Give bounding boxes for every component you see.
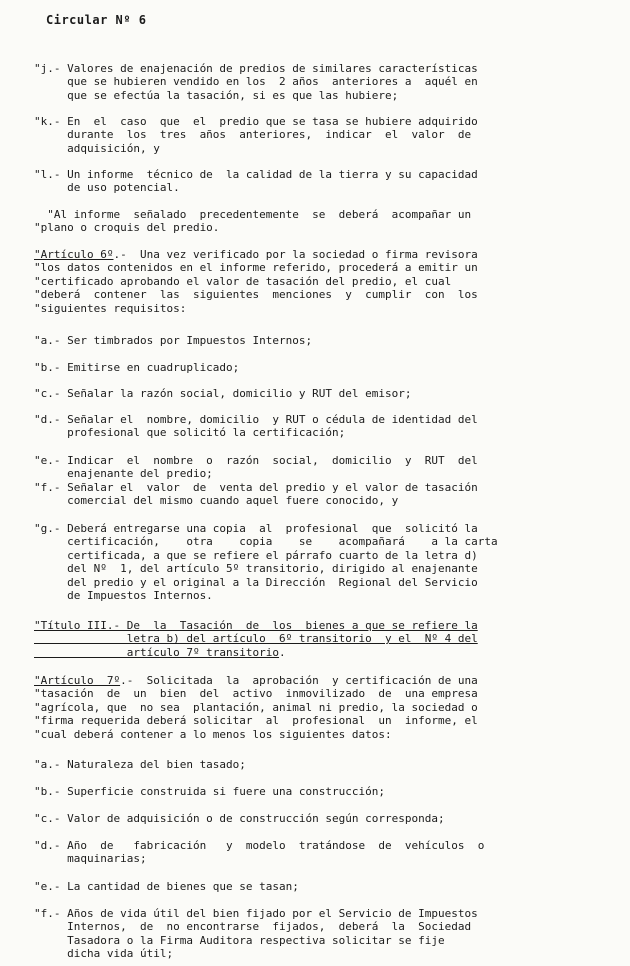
paragraph-e2 — [34, 880, 299, 893]
paragraph-j — [34, 62, 478, 102]
paragraph-art7 — [34, 674, 478, 741]
paragraph-text: .- Una vez verificado por la sociedad o firma revisora "los datos contenidos en el informe referido, procederá a emitir un "certificado aprobando el valor de tasación del predio, el cual "deberá contener las siguientes menciones y cumplir con los "siguientes requisitos: — [34, 248, 478, 315]
paragraph-g1 — [34, 522, 498, 602]
heading-art7: "Artículo 7º — [34, 674, 121, 687]
paragraph-text: "l.- Un informe técnico de la calidad de la tierra y su capacidad de uso potencial. — [34, 168, 478, 195]
paragraph-text: "c.- Señalar la razón social, domicilio y RUT del emisor; — [34, 387, 412, 400]
paragraph-c2 — [34, 812, 445, 825]
paragraph-f2 — [34, 907, 478, 961]
paragraph-text: "b.- Emitirse en cuadruplicado; — [34, 361, 240, 374]
paragraph-text: "f.- Años de vida útil del bien fijado por el Servicio de Impuestos Internos, de no encontrarse fijados, deberá la Sociedad Tasadora o la Firma Auditora respectiva solicitar se fije dicha vida útil; — [34, 907, 478, 961]
paragraph-b2 — [34, 785, 385, 798]
paragraph-text: "g.- Deberá entregarse una copia al profesional que solicitó la certificación, otra copia se acompañará a la carta certificada, a que se refiere el párrafo cuarto de la letra d) del Nº 1, del artículo 5º transitorio, dirigido al enajenante del predio y el original a la Dirección Regional del Servicio de Impuestos Internos. — [34, 522, 498, 603]
paragraph-d2 — [34, 839, 484, 866]
paragraph-text: "j.- Valores de enajenación de predios de similares características que se hubieren vendido en los 2 años anteriores a aquél en que se efectúa la tasación, si es que las hubiere; — [34, 62, 478, 102]
paragraph-text: "b.- Superficie construida si fuere una construcción; — [34, 785, 385, 798]
paragraph-text: "c.- Valor de adquisición o de construcción según corresponda; — [34, 812, 445, 825]
paragraph-l — [34, 168, 478, 195]
paragraph-text: "f.- Señalar el valor de venta del predio y el valor de tasación comercial del mismo cuando aquel fuere conocido, y — [34, 481, 478, 508]
paragraph-b1 — [34, 361, 239, 374]
paragraph-text: .- Solicitada la aprobación y certificación de una "tasación de un bien del activo inmovilizado de una empresa "agrícola, que no sea plantación, animal ni predio, la sociedad o "firma requerida deberá solicitar al profesional un informe, el "cual deberá contener a lo menos los siguientes datos: — [34, 674, 478, 741]
heading-art6: "Artículo 6º — [34, 248, 114, 261]
paragraph-text: . — [279, 645, 286, 659]
paragraph-art6 — [34, 248, 478, 315]
paragraph-tit3 — [34, 619, 478, 659]
page-header: Circular Nº 6 — [46, 13, 147, 27]
paragraph-text: "a.- Ser timbrados por Impuestos Internos; — [34, 334, 313, 347]
paragraph-k — [34, 115, 478, 155]
paragraph-text: "a.- Naturaleza del bien tasado; — [34, 758, 246, 771]
paragraph-p-informe — [34, 208, 471, 235]
paragraph-text: "Al informe señalado precedentemente se deberá acompañar un "plano o croquis del predio. — [34, 208, 472, 235]
paragraph-text: "k.- En el caso que el predio que se tasa se hubiere adquirido durante los tres años anteriores, indicar el valor de adquisición, y — [34, 115, 478, 155]
paragraph-a1 — [34, 334, 312, 347]
paragraph-text: "d.- Señalar el nombre, domicilio y RUT o cédula de identidad del profesional que solicitó la certificación; — [34, 413, 478, 440]
paragraph-text: "e.- La cantidad de bienes que se tasan; — [34, 880, 299, 893]
heading-tit3: "Título III.- De la Tasación de los bienes a que se refiere la letra b) del artículo 6º transitorio y el Nº 4 del artículo 7º transitorio — [34, 619, 478, 659]
paragraph-a2 — [34, 758, 246, 771]
paragraph-d1 — [34, 413, 478, 440]
paragraph-text: "d.- Año de fabricación y modelo tratándose de vehículos o maquinarias; — [34, 839, 485, 866]
paragraph-e1 — [34, 454, 478, 481]
paragraph-text: "e.- Indicar el nombre o razón social, domicilio y RUT del enajenante del predio; — [34, 454, 478, 481]
paragraph-c1 — [34, 387, 412, 400]
paragraph-f1 — [34, 481, 478, 508]
